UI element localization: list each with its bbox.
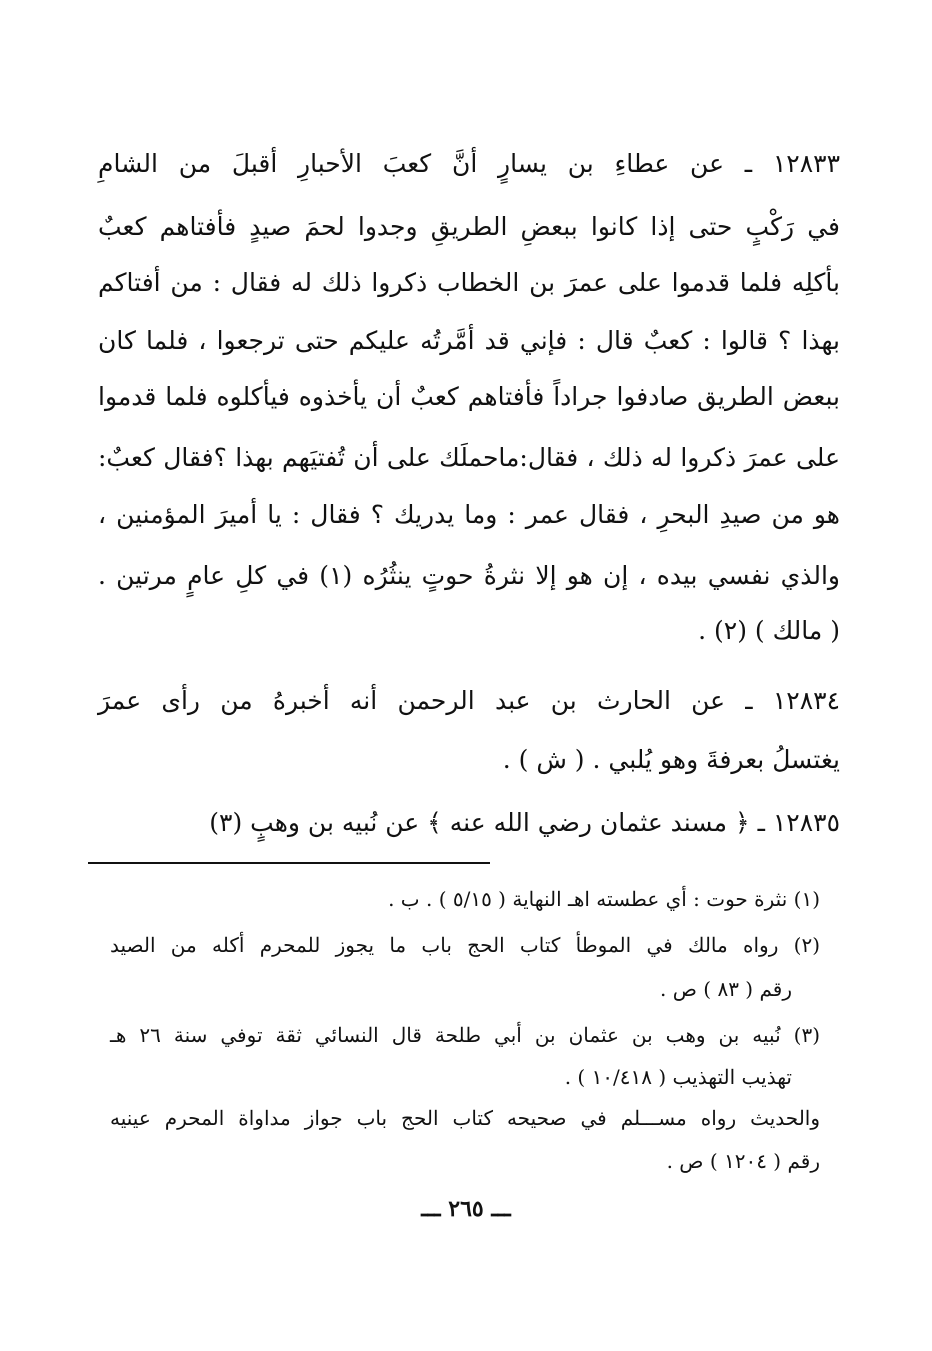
footnote-line: رقم ( ٨٣ ) ص . — [660, 977, 792, 1001]
footnote-line: والحديث رواه مســـلم في صحيحه كتاب الحج باب جواز مداواة المحرم عينيه — [110, 1106, 820, 1130]
text-line: هو من صيدِ البحرِ ، فقال عمر : وما يدريك ؟ فقال : يا أميرَ المؤمنين ، — [98, 500, 840, 529]
footnote-divider — [88, 862, 490, 864]
footnote-line: رقم ( ١٢٠٤ ) ص . — [666, 1149, 820, 1173]
footnote-line: (١) نثرة حوت : أي عطسته اهـ النهاية ( ٥/١٥ ) . ب . — [388, 887, 820, 911]
text-line: ١٢٨٣٣ ـ عن عطاءِ بن يسارٍ أنَّ كعبَ الأحبارِ أقبلَ من الشامِ — [98, 149, 840, 178]
page-number: ـــ ٢٦٥ ـــ — [421, 1196, 511, 1222]
text-line: على عمرَ ذكروا له ذلك ، فقال:ماحملَك على أن تُفتيَهم بهذا ؟فقال كعبٌ: — [98, 443, 840, 472]
text-line: ١٢٨٣٥ ـ ﴿ مسند عثمان رضي الله عنه ﴾ عن نُبيه بن وهبٍ (٣) — [209, 808, 840, 837]
text-line: بهذا ؟ قالوا : كعبٌ قال : فإني قد أمَّرتُه عليكم حتى ترجعوا ، فلما كان — [98, 326, 840, 355]
footnote-line: (٣) نُبيه بن وهب بن عثمان بن أبي طلحة قال النسائي ثقة توفي سنة ٢٦ هـ — [110, 1023, 821, 1047]
footnote-line: (٢) رواه مالك في الموطأ كتاب الحج باب ما يجوز للمحرم أكله من الصيد — [110, 933, 821, 957]
text-line: ١٢٨٣٤ ـ عن الحارث بن عبد الرحمن أنه أخبرهُ من رأى عمرَ — [98, 686, 840, 715]
text-line: يغتسلُ بعرفةَ وهو يُلبي . ( ش ) . — [502, 745, 840, 774]
text-line: والذي نفسي بيده ، إن هو إلا نثرةُ حوتٍ ينثُرُه (١) في كلِ عامٍ مرتين . — [98, 561, 840, 590]
text-line: ببعض الطريق صادفوا جراداً فأفتاهم كعبٌ أن يأخذوه فيأكلوه فلما قدموا — [98, 382, 840, 411]
text-line: في رَكْبٍ حتى إذا كانوا ببعضِ الطريقِ وجدوا لحمَ صيدٍ فأفتاهم كعبٌ — [98, 212, 840, 241]
footnote-line: تهذيب التهذيب ( ١٠/٤١٨ ) . — [564, 1065, 792, 1089]
text-line: ( مالك ) (٢) . — [698, 616, 840, 645]
text-line: بأكلِه فلما قدموا على عمرَ بن الخطاب ذكروا ذلك له فقال : من أفتاكم — [98, 268, 840, 297]
